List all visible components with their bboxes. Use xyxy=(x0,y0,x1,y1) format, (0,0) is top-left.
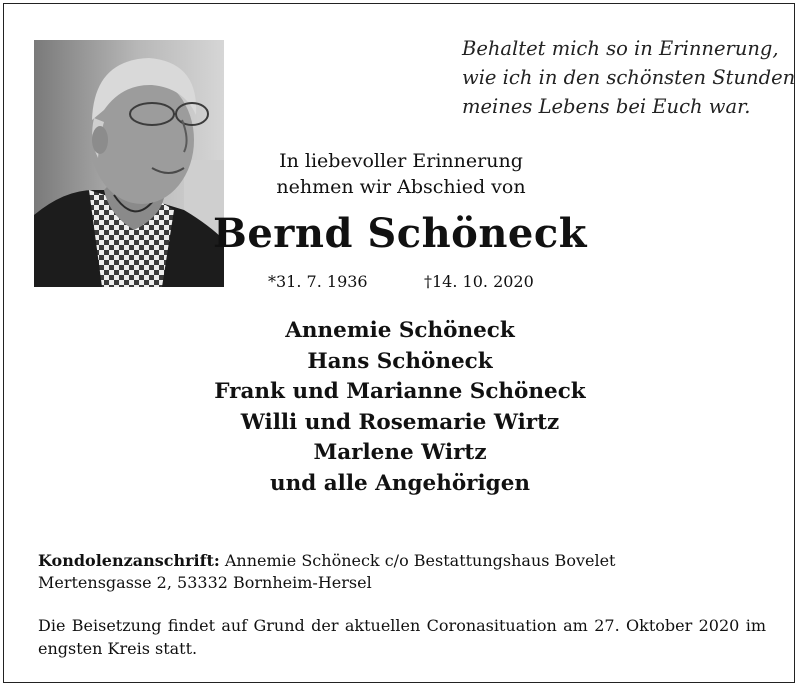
mourners-list xyxy=(100,316,700,499)
intro-line-1: In liebevoller Erinnerung xyxy=(279,150,523,172)
condolence-label: Kondolenzanschrift: xyxy=(38,551,220,570)
death-date: †14. 10. 2020 xyxy=(424,272,534,291)
mourner-entry: Willi und Rosemarie Wirtz xyxy=(240,409,560,435)
condolence-line-2: Mertensgasse 2, 53332 Bornheim-Hersel xyxy=(38,573,372,592)
condolence-line-1: Annemie Schöneck c/o Bestattungshaus Bovelet xyxy=(224,551,616,570)
quote-line: Behaltet mich so in Erinnerung, xyxy=(462,37,779,60)
deceased-name: Bernd Schöneck xyxy=(213,210,587,257)
quote-line: meines Lebens bei Euch war. xyxy=(462,95,751,118)
mourner-entry: Marlene Wirtz xyxy=(313,440,487,465)
mourner-entry: Annemie Schöneck xyxy=(285,318,515,343)
burial-notice: Die Beisetzung findet auf Grund der aktuellen Coronasituation am 27. Oktober 2020 im engsten Kreis statt. xyxy=(38,616,766,658)
mourner-entry: Hans Schöneck xyxy=(307,348,493,374)
condolence-address xyxy=(38,550,778,594)
birth-date: *31. 7. 1936 xyxy=(268,272,368,291)
portrait-illustration xyxy=(34,40,224,287)
mourner-entry: Frank und Marianne Schöneck xyxy=(214,379,586,404)
intro-text xyxy=(236,148,566,200)
intro-line-2: nehmen wir Abschied von xyxy=(276,176,526,198)
memorial-quote xyxy=(462,34,796,121)
quote-line: wie ich in den schönsten Stunden xyxy=(462,66,796,89)
portrait-photo xyxy=(34,40,224,287)
mourner-entry: und alle Angehörigen xyxy=(269,470,531,496)
